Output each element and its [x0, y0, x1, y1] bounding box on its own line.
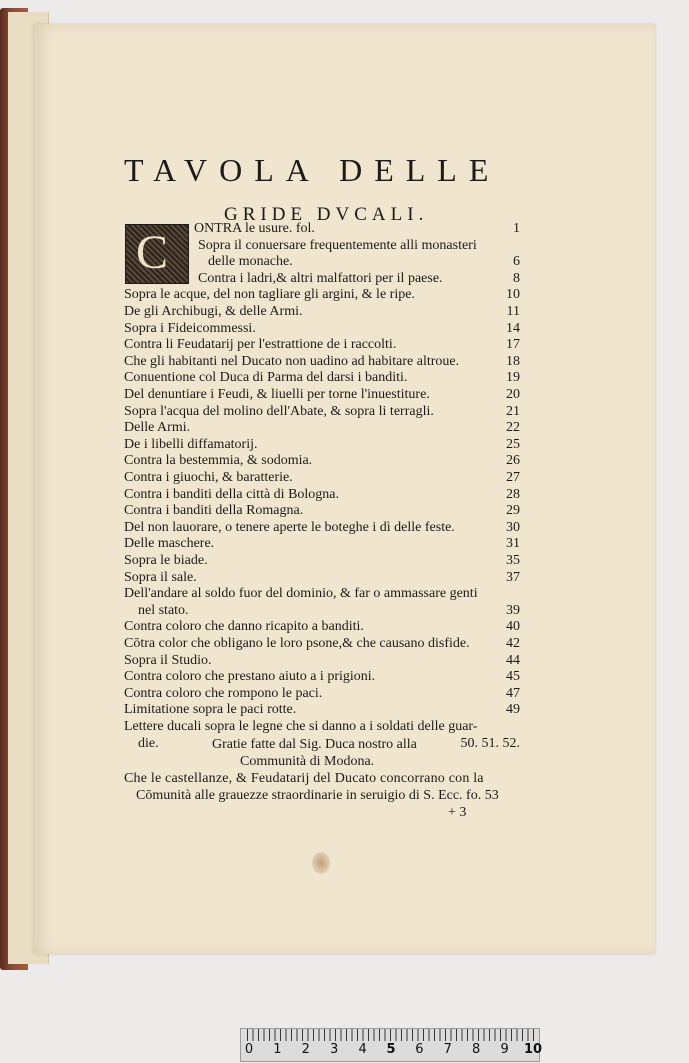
entry-text: Che gli habitanti nel Ducato non uadino ad habitare altroue.: [124, 353, 460, 369]
index-entry: [124, 386, 520, 404]
index-entry: [124, 552, 520, 570]
entry-text: Del non lauorare, o tenere aperte le boteghe i dì delle feste.: [124, 519, 455, 535]
entry-page-number: 10: [506, 287, 520, 303]
entry-text: ONTRA le usure. fol.: [194, 221, 315, 236]
entry-page-number: 42: [506, 636, 520, 651]
ruler-number: 0: [244, 1042, 254, 1057]
ruler-number: 10: [523, 1042, 543, 1057]
final-entry-line-1: Che le castellanze, & Feudatarij del Ducato concorrano con la: [124, 771, 484, 786]
entry-text: De gli Archibugi, & delle Armi.: [124, 304, 303, 319]
entry-text: Limitatione sopra le paci rotte.: [124, 702, 297, 718]
entry-text: Dell'andare al soldo fuor del dominio, & far o ammassare genti: [124, 586, 478, 602]
entry-page-number: 11: [506, 304, 520, 319]
entry-page-number: 49: [506, 702, 520, 718]
entry-text: Sopra le biade.: [124, 553, 208, 568]
entry-text: Contra i banditi della Romagna.: [124, 503, 304, 519]
ruler-number: 3: [330, 1042, 339, 1057]
entry-text: Contra i giuochi, & baratterie.: [124, 470, 293, 485]
entry-page-number: 31: [506, 536, 520, 552]
entry-text: Del denuntiare i Feudi, & liuelli per torne l'inuestiture.: [124, 387, 430, 402]
entry-page-number: 18: [506, 353, 520, 369]
index-entries: [34, 24, 655, 954]
index-entry: [124, 668, 520, 686]
entry-text: Contra coloro che danno ricapito a banditi.: [124, 619, 364, 635]
entry-page-number: 21: [506, 403, 520, 419]
index-entry: [124, 635, 520, 653]
entry-page-number: 39: [506, 602, 520, 618]
index-entry: [124, 369, 520, 387]
entry-page-number: 26: [506, 453, 520, 469]
entry-page-number: 17: [506, 337, 520, 353]
grace-line-1: Gratie fatte dal Sig. Duca nostro alla: [212, 737, 417, 752]
page-title: TAVOLA DELLE: [124, 152, 501, 188]
entry-page-number: 20: [506, 387, 520, 402]
ruler-number: 8: [472, 1042, 481, 1057]
entry-page-number: 14: [506, 320, 520, 336]
entry-text: Contra la bestemmia, & sodomia.: [124, 453, 313, 469]
index-entry: [124, 469, 520, 487]
index-entry: [124, 353, 520, 371]
ruler-number: 5: [386, 1042, 396, 1057]
entry-text: Sopra il sale.: [124, 569, 197, 585]
entry-page-number: 37: [506, 569, 520, 585]
entry-page-number: 28: [506, 486, 520, 502]
index-entry: [124, 486, 520, 504]
index-entry: [124, 502, 520, 520]
entry-text: Sopra il Studio.: [124, 652, 212, 668]
entry-page-number: 19: [506, 370, 520, 386]
entry-page-number: 40: [506, 619, 520, 635]
page-subtitle: GRIDE DVCALI.: [224, 204, 429, 225]
paper-stain: [312, 852, 330, 874]
entry-text: die.: [138, 735, 159, 751]
entry-page-number: 44: [506, 652, 520, 668]
entry-page-number: 1: [513, 221, 520, 236]
entry-text: Conuentione col Duca di Parma del darsi i banditi.: [124, 370, 408, 386]
ruler-number: 9: [500, 1042, 509, 1057]
index-entry: [198, 270, 520, 288]
ruler-number: 1: [273, 1042, 282, 1057]
entry-page-number: 27: [506, 470, 520, 485]
index-entry: [124, 519, 520, 537]
index-entry: [124, 286, 520, 304]
entry-text: Lettere ducali sopra le legne che si danno a i soldati delle guar-: [124, 719, 478, 734]
entry-text: Sopra il conuersare frequentemente alli monasteri: [198, 237, 477, 253]
index-entry: [124, 569, 520, 587]
index-entry: [198, 237, 520, 255]
index-entry: [124, 403, 520, 421]
entry-page-number: 29: [506, 503, 520, 519]
entry-text: Delle Armi.: [124, 420, 191, 436]
index-entry: [124, 685, 520, 703]
ruler-number: 4: [358, 1042, 367, 1057]
entry-page-number: 22: [506, 420, 520, 436]
index-entry: [124, 452, 520, 470]
index-entry: [124, 701, 520, 719]
index-entry: [124, 419, 520, 437]
entry-text: Sopra i Fideicommessi.: [124, 320, 256, 336]
entry-text: De i libelli diffamatorij.: [124, 436, 258, 452]
index-entry: [124, 303, 520, 321]
entry-text: Cōtra color che obligano le loro psone,& che causano disfide.: [124, 636, 470, 651]
entry-page-number: 50. 51. 52.: [460, 735, 520, 751]
index-entry: [124, 585, 520, 603]
entry-page-number: 30: [506, 519, 520, 535]
ruler-number: 7: [443, 1042, 452, 1057]
index-entry: [124, 320, 520, 338]
index-entry: [124, 718, 520, 736]
entry-page-number: 8: [513, 270, 520, 286]
entry-page-number: 45: [506, 669, 520, 685]
ruler-ticks: [247, 1029, 537, 1041]
book-page: [34, 24, 655, 954]
entry-text: Sopra le acque, del non tagliare gli argini, & le ripe.: [124, 287, 415, 303]
entry-text: Contra coloro che prestano aiuto a i prigioni.: [124, 669, 376, 685]
grace-line-2: Communità di Modona.: [240, 754, 375, 769]
entry-text: Contra li Feudatarij per l'estrattione de i raccolti.: [124, 337, 397, 353]
index-entry: [124, 618, 520, 636]
scale-ruler: [240, 1028, 543, 1062]
index-entry: [208, 253, 520, 271]
entry-page-number: 25: [506, 436, 520, 452]
index-entry: [138, 602, 520, 620]
entry-text: Sopra l'acqua del molino dell'Abate, & sopra li terragli.: [124, 403, 434, 419]
signature-mark: + 3: [448, 805, 467, 820]
entry-text: Delle maschere.: [124, 536, 215, 552]
index-entry: [124, 535, 520, 553]
entry-text: Contra i ladri,& altri malfattori per il paese.: [198, 270, 443, 286]
index-entry: [124, 436, 520, 454]
entry-text: delle monache.: [208, 254, 293, 270]
entry-page-number: 35: [506, 553, 520, 568]
entry-text: Contra i banditi della città di Bologna.: [124, 486, 340, 502]
entry-text: nel stato.: [138, 602, 189, 618]
final-entry-line-2: Cōmunità alle grauezze straordinarie in seruigio di S. Ecc. fo. 53: [136, 788, 499, 803]
entry-page-number: 47: [506, 685, 520, 701]
ruler-number: 6: [415, 1042, 424, 1057]
initial-letter: C: [136, 226, 169, 279]
index-entry: [194, 220, 520, 238]
entry-page-number: 6: [513, 254, 520, 270]
entry-text: Contra coloro che rompono le paci.: [124, 685, 323, 701]
ruler-number: 2: [301, 1042, 310, 1057]
index-entry: [124, 336, 520, 354]
index-entry: [124, 652, 520, 670]
